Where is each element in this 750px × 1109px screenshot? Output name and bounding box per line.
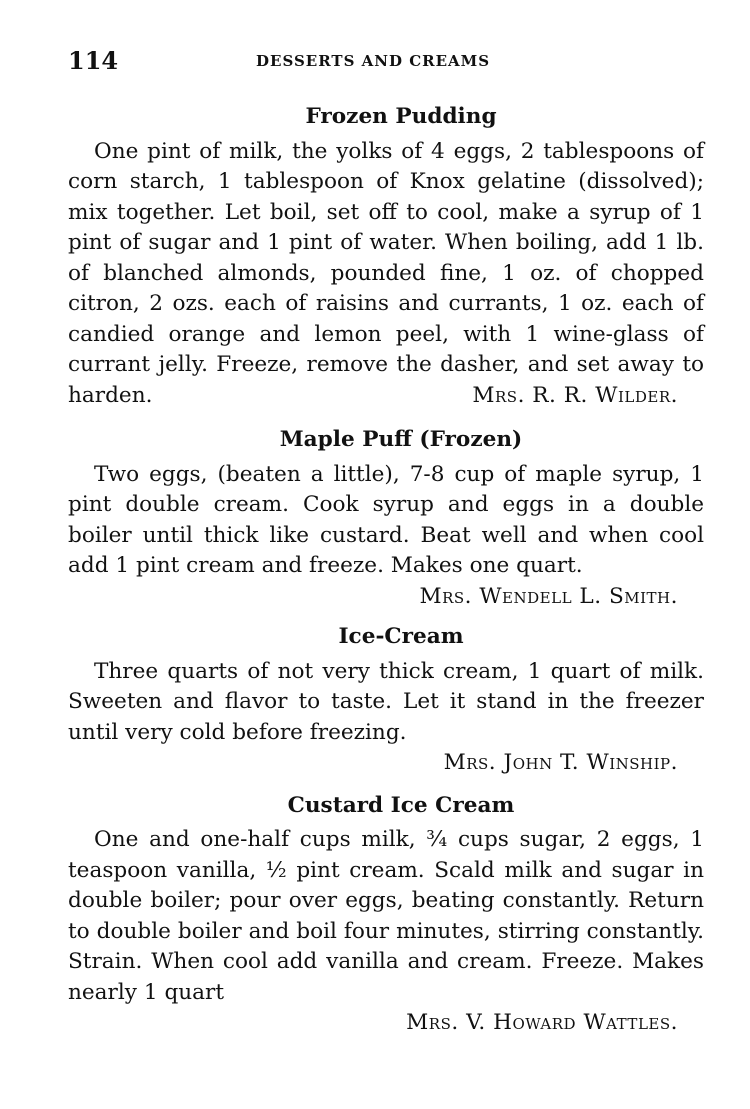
recipe-frozen-pudding	[68, 102, 704, 411]
recipe-title: Frozen Pudding	[305, 104, 497, 129]
recipe-title: Maple Puff (Frozen)	[279, 427, 523, 452]
recipe-text: Three quarts of not very thick cream, 1 quart of milk. Sweeten and flavor to taste. Let it stand in the freezer until very cold before freezing.	[68, 658, 704, 745]
recipe-ice-cream	[68, 622, 704, 779]
recipe-list	[68, 102, 704, 1053]
running-head	[68, 44, 680, 76]
recipe-text: Two eggs, (beaten a little), 7-8 cup of maple syrup, 1 pint double cream. Cook syrup and eggs in a double boiler until thick like custard. Beat well and when cool add 1 pint cream and freeze. Makes one quart.	[68, 461, 704, 578]
recipe-title: Custard Ice Cream	[287, 792, 515, 818]
recipe-body: One pint of milk, the yolks of 4 eggs, 2 tablespoons of corn starch, 1 tablespoon of Knox gelatine (dissolved); mix together. Let boil, set off to cool, make a syrup of 1 pint of sugar and 1 pint of water. When boiling, add 1 lb. of blanched almonds, pounded fine, 1 oz. of chopped citron, 2 ozs. each of raisins and currants, 1 oz. each of candied orange and lemon peel, with 1 wine-glass of currant jelly. Freeze, remove the dasher, and set away to harden.	[68, 138, 704, 408]
recipe-credit: Mrs. John T. Winship.	[443, 750, 678, 775]
recipe-maple-puff	[68, 425, 704, 612]
section-title: DESSERTS AND CREAMS	[256, 52, 491, 70]
recipe-title: Ice-Cream	[338, 624, 464, 649]
recipe-text	[68, 137, 704, 412]
recipe-credit: Mrs. R. R. Wilder.	[472, 382, 678, 408]
recipe-credit: Mrs. Wendell L. Smith.	[419, 583, 678, 609]
recipe-credit: Mrs. V. Howard Wattles.	[406, 1010, 678, 1035]
recipe-custard-ice-cream	[68, 791, 704, 1039]
recipe-text: One and one-half cups milk, ¾ cups sugar, 2 eggs, 1 teaspoon vanilla, ½ pint cream. Scald milk and sugar in double boiler; pour over eggs, beating constantly. Return to double boiler and boil four minutes, stirring constantly. Strain. When cool add vanilla and cream. Freeze. Makes nearly 1 quart	[68, 827, 704, 1005]
page-number: 114	[68, 46, 119, 75]
